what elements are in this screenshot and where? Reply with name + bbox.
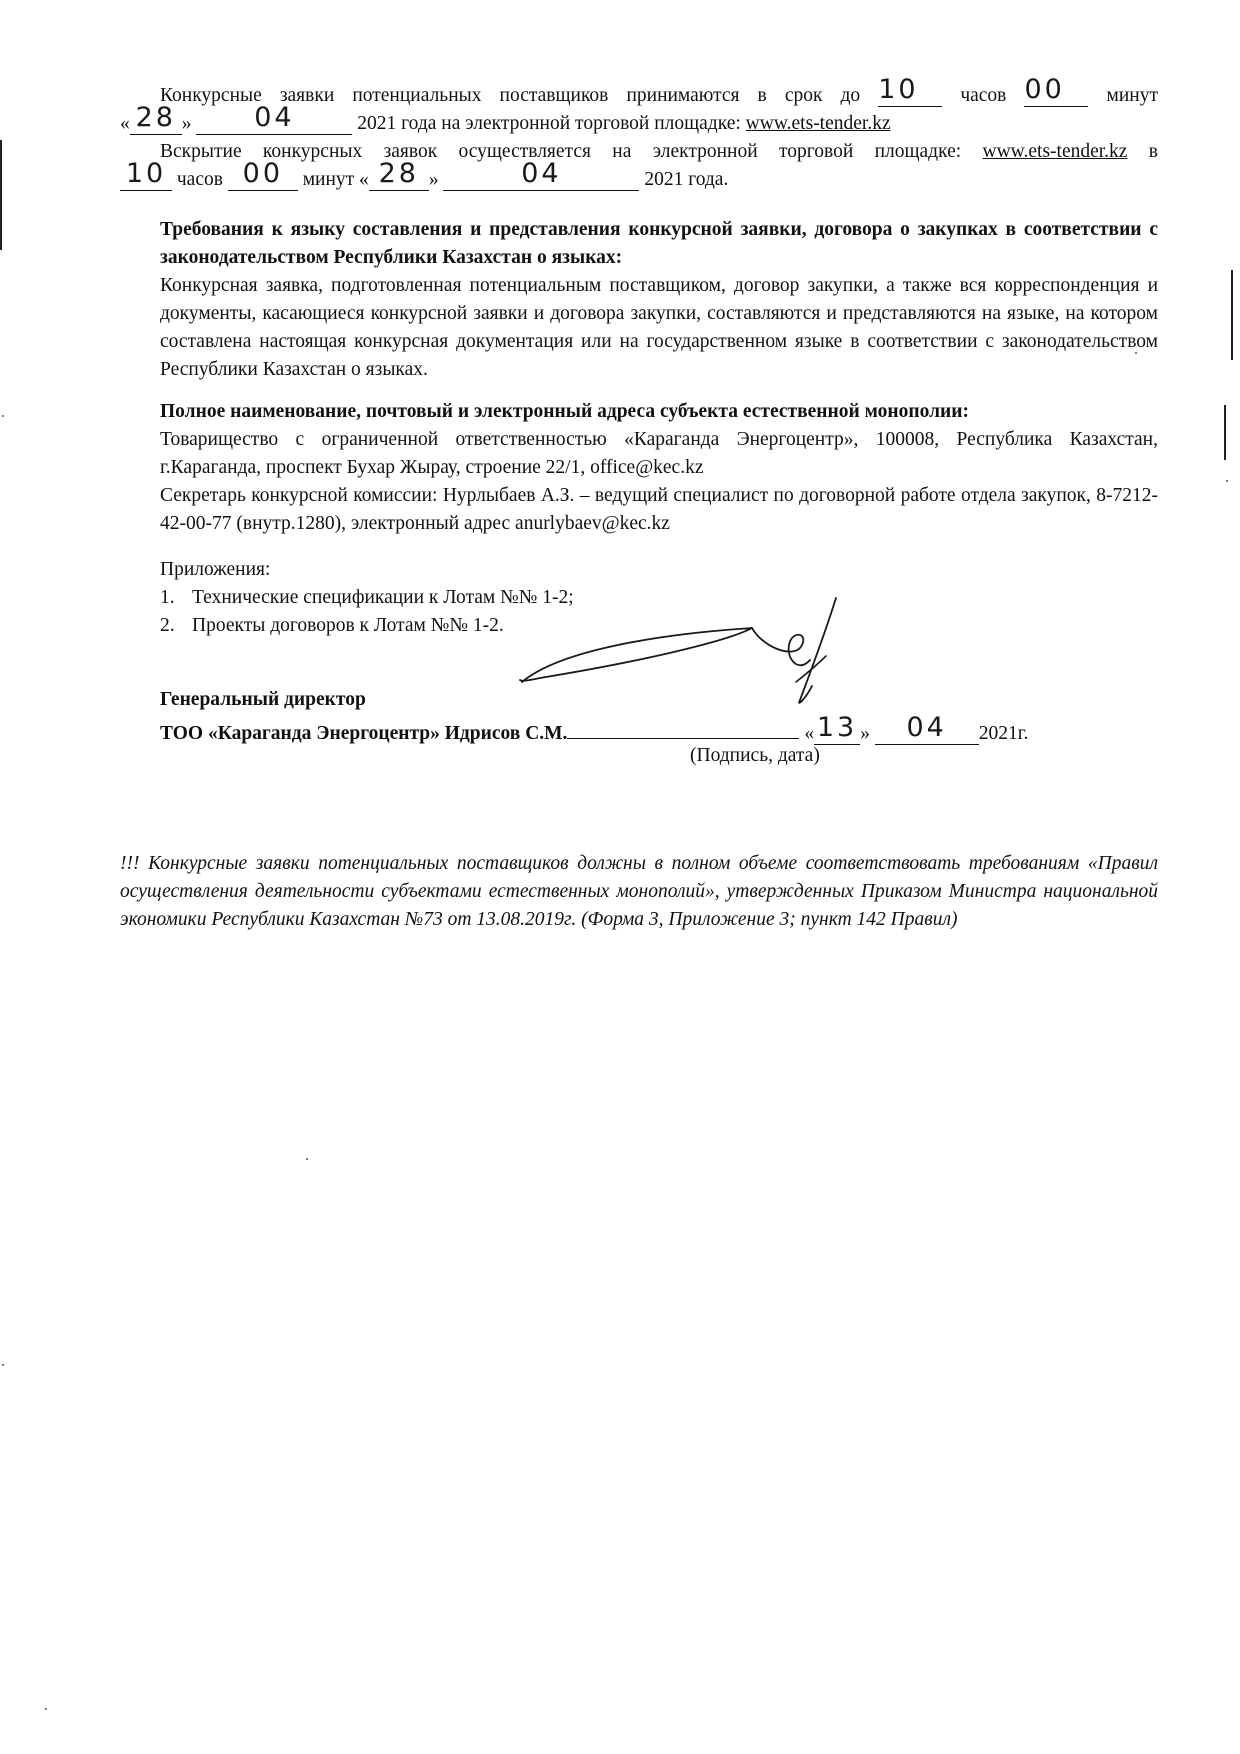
contacts-org: Товарищество с ограниченной ответственностью «Караганда Энергоцентр», 100008, Республика Казахстан, г.Караганда, проспект Бухар Жырау, строение 22/1, office@kec.kz — [160, 429, 1158, 478]
ets-tender-link[interactable]: www.ets-tender.kz — [745, 113, 891, 134]
opening-line-2: 10 часов 00 минут « 28 » 04 2021 года. — [120, 166, 1158, 194]
deadline-hour-field: 10 — [878, 82, 942, 107]
signature-caption: (Подпись, дата) — [690, 745, 820, 766]
scan-edge-mark-right — [1231, 270, 1233, 360]
attachments-title: Приложения: — [160, 559, 271, 580]
signature-field — [567, 714, 799, 739]
deadline-line-2: « 28 » 04 2021 года на электронной торговой площадке: www.ets-tender.kz — [120, 102, 891, 134]
scan-speck — [2, 415, 4, 417]
signature-month-field: 04 — [875, 720, 979, 745]
deadline-minute-field: 00 — [1024, 82, 1088, 107]
opening-hour-field: 10 — [120, 166, 172, 191]
opening-line-1: Вскрытие конкурсных заявок осуществляется на электронной торговой площадке: www.ets-tender.kz в — [160, 141, 1159, 162]
opening-month-field: 04 — [443, 166, 639, 191]
deadline-line-1: Конкурсные заявки потенциальных поставщиков принимаются в срок до 10 часов 00 минут — [160, 74, 1158, 106]
attachment-item: 2. Проекты договоров к Лотам №№ 1-2. — [160, 615, 504, 636]
contacts-secretary: Секретарь конкурсной комиссии: Нурлыбаев А.З. – ведущий специалист по договорной работе отдела закупок, 8-7212-42-00-77 (внутр.1280), электронный адрес anurlybaev@kec.kz — [160, 485, 1158, 534]
ets-tender-link-2[interactable]: www.ets-tender.kz — [982, 141, 1128, 162]
scan-speck — [2, 1364, 4, 1366]
scan-speck — [45, 1708, 47, 1710]
attachment-item: 1. Технические спецификации к Лотам №№ 1-2; — [160, 587, 574, 608]
scan-edge-mark-left — [0, 140, 2, 250]
scan-edge-mark-right-2 — [1224, 405, 1226, 460]
scan-speck — [306, 1158, 308, 1160]
scan-speck — [1226, 480, 1228, 482]
requirements-note: !!! Конкурсные заявки потенциальных поставщиков должны в полном объеме соответствовать требованиям «Правил осуществления деятельности субъектами естественных монополий», утвержденных Приказом Министра национальной экономики Республики Казахстан №73 от 13.08.2019г. (Форма 3, Приложение 3; пункт 142 Правил) — [120, 853, 1158, 930]
opening-minute-field: 00 — [228, 166, 298, 191]
language-heading: Требования к языку составления и представления конкурсной заявки, договора о закупках в соответствии с законодательством Республики Казахстан о языках: — [160, 219, 1158, 268]
deadline-day-field: 28 — [130, 110, 182, 135]
contacts-heading: Полное наименование, почтовый и электронный адреса субъекта естественной монополии: — [160, 401, 969, 422]
deadline-month-field: 04 — [196, 110, 352, 135]
signatory-title: Генеральный директор — [160, 689, 366, 710]
signatory-line: ТОО «Караганда Энергоцентр» Идрисов С.М. « 13 » 04 2021г. — [160, 712, 1029, 744]
language-body: Конкурсная заявка, подготовленная потенциальным поставщиком, договор закупки, а также вся корреспонденция и документы, касающиеся конкурсной заявки и договора закупки, составляются и представляются на языке, на котором составлена настоящая конкурсная документация или на государственном языке в соответствии с законодательством Республики Казахстан о языках. — [160, 275, 1158, 380]
opening-day-field: 28 — [369, 166, 429, 191]
signature-day-field: 13 — [814, 720, 860, 745]
